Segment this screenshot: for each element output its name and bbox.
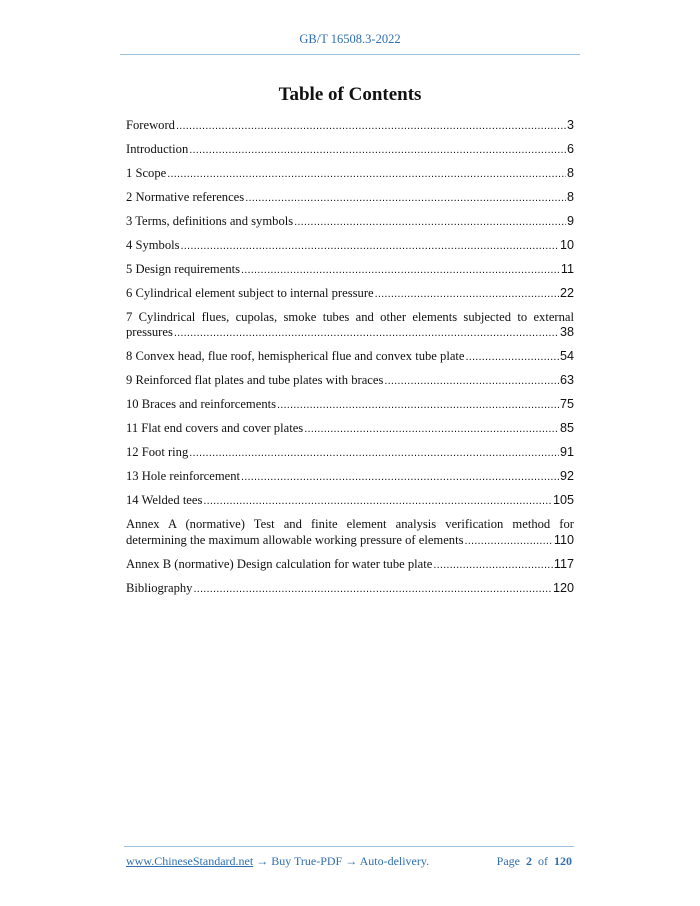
toc-entry-flat-end-covers[interactable]: 11 Flat end covers and cover plates ..... 85 [126, 421, 574, 438]
toc-entry-cylindrical-element[interactable]: 6 Cylindrical element subject to internal pressure ..... 22 [126, 286, 574, 303]
page-footer [126, 854, 572, 869]
running-header: GB/T 16508.3-2022 [299, 32, 401, 46]
toc-entry-scope[interactable]: 1 Scope ..... 8 [126, 166, 574, 183]
page-title: Table of Contents [278, 84, 422, 105]
toc-entry-foot-ring[interactable]: 12 Foot ring ..... 91 [126, 445, 574, 462]
header-divider [120, 54, 580, 55]
toc-entry-annex-a[interactable]: Annex A (normative) Test and finite element analysis verification method for determining the maximum allowable working pressure of elements ..... 110 [126, 517, 574, 549]
toc-entry-symbols[interactable]: 4 Symbols ..... 10 [126, 238, 574, 255]
toc-entry-introduction[interactable]: Introduction ..... 6 [126, 142, 574, 159]
toc-entry-normative-references[interactable]: 2 Normative references ..... 8 [126, 190, 574, 207]
current-page: 2 [526, 854, 532, 868]
footer-divider [124, 846, 574, 847]
website-link[interactable]: www.ChineseStandard.net [126, 854, 254, 868]
footer-promo [126, 854, 429, 869]
toc-entry-braces[interactable]: 10 Braces and reinforcements ..... 75 [126, 397, 574, 414]
table-of-contents [126, 118, 574, 605]
promo-text: → Buy True-PDF → Auto-delivery. [253, 854, 430, 868]
toc-entry-hole-reinforcement[interactable]: 13 Hole reinforcement ..... 92 [126, 469, 574, 486]
toc-entry-terms[interactable]: 3 Terms, definitions and symbols ..... 9 [126, 214, 574, 231]
toc-entry-annex-b[interactable]: Annex B (normative) Design calculation for water tube plate ..... 117 [126, 557, 574, 574]
page-indicator: Page 2 of 120 [496, 854, 572, 868]
toc-entry-reinforced-flat-plates[interactable]: 9 Reinforced flat plates and tube plates with braces ..... 63 [126, 373, 574, 390]
toc-entry-design-requirements[interactable]: 5 Design requirements ..... 11 [126, 262, 574, 279]
toc-entry-bibliography[interactable]: Bibliography ..... 120 [126, 581, 574, 598]
toc-entry-cylindrical-flues[interactable]: 7 Cylindrical flues, cupolas, smoke tubes and other elements subjected to external pressures ..... 38 [126, 310, 574, 342]
total-pages: 120 [554, 854, 572, 868]
toc-entry-convex-head[interactable]: 8 Convex head, flue roof, hemispherical flue and convex tube plate ..... 54 [126, 349, 574, 366]
toc-entry-welded-tees[interactable]: 14 Welded tees ..... 105 [126, 493, 574, 510]
toc-entry-foreword[interactable]: Foreword ..... 3 [126, 118, 574, 135]
